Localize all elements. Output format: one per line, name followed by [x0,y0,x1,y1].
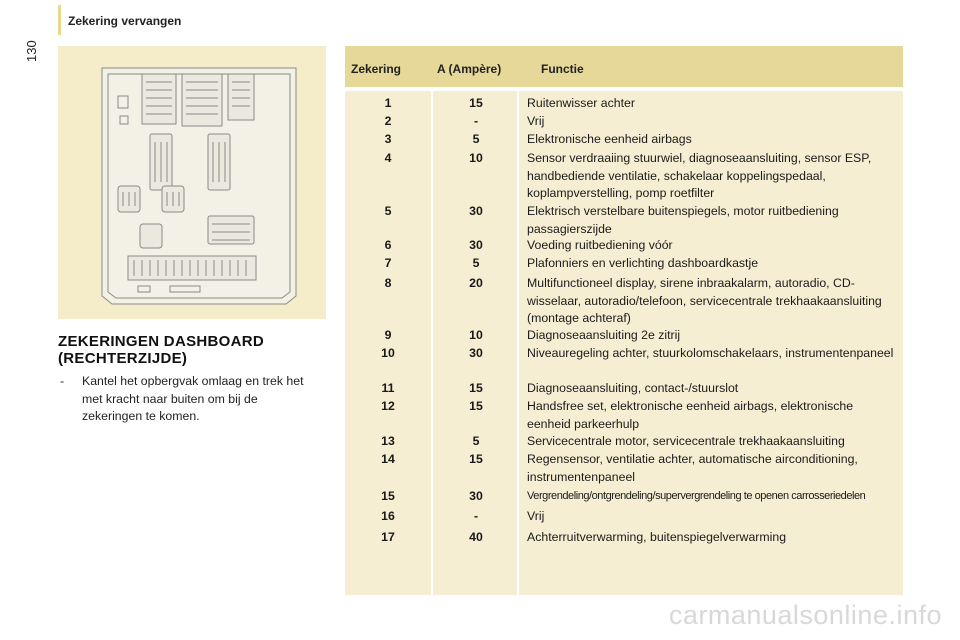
fuse-function: Plafonniers en verlichting dashboardkastje [527,256,759,270]
fuse-ampere: 20 [469,276,483,290]
fuse-number: 2 [384,114,392,128]
fuse-number: 15 [381,489,395,503]
fuse-number: 1 [384,96,392,110]
fuse-number: 7 [384,256,392,270]
fuse-section-heading: ZEKERINGEN DASHBOARD (RECHTERZIJDE) [58,333,265,367]
fuse-function: Vergrendeling/ontgrendeling/supervergrendeling te openen carrosseriedelen [527,490,866,502]
fuse-function: Sensor verdraaiing stuurwiel, diagnoseaansluiting, sensor ESP, handbediende ventilatie, schakelaar koppelingspedaal, koplampverstelling, pomp roetfilter [527,151,872,200]
table-header [345,46,903,87]
fuse-ampere: 5 [472,132,480,146]
fuse-number: 6 [384,238,392,252]
fuse-ampere: 30 [469,238,483,252]
fuse-ampere: 15 [469,381,483,395]
header-fuse: Zekering [351,62,402,76]
header-ampere: A (Ampère) [437,62,502,76]
fuse-number: 12 [381,399,395,413]
fuse-ampere: 40 [469,530,483,544]
fuse-ampere: 5 [472,434,480,448]
fuse-ampere: 15 [469,452,483,466]
fuse-function: Voeding ruitbediening vóór [527,238,673,252]
fuse-ampere: 30 [469,346,483,360]
fuse-function: Elektronische eenheid airbags [527,132,692,146]
page-number: 130 [24,40,39,62]
fuse-function: Servicecentrale motor, servicecentrale trekhaakaansluiting [527,434,845,448]
fuse-box-drawing [58,46,326,319]
fuse-function: Elektrisch verstelbare buitenspiegels, motor ruitbediening passagierszijde [527,204,839,236]
fuse-ampere: 10 [469,328,483,342]
fuse-number: 13 [381,434,395,448]
fuse-number: 16 [381,509,395,523]
fuse-ampere: - [473,114,479,128]
fuse-number: 5 [384,204,392,218]
fuse-ampere: - [473,509,479,523]
fuse-ampere: 10 [469,151,483,165]
fuse-function: Ruitenwisser achter [527,96,635,110]
fuse-number: 10 [381,346,395,360]
fuse-function: Diagnoseaansluiting 2e zitrij [527,328,681,342]
fuse-number: 4 [384,151,392,165]
fuse-number: 8 [384,276,392,290]
fuse-function: Multifunctioneel display, sirene inbraakalarm, autoradio, CD-wisselaar, autoradio/telefoon, servicecentrale trekhaakaansluiting (montage achteraf) [527,276,882,325]
fuse-box-illustration [58,46,326,319]
fuse-number: 17 [381,530,395,544]
fuse-number: 9 [384,328,392,342]
section-title: Zekering vervangen [68,14,182,28]
fuse-function: Handsfree set, elektronische eenheid airbags, elektronische eenheid parkeerhulp [527,399,854,431]
header-function: Functie [541,62,584,76]
watermark: carmanualsonline.info [668,600,942,630]
fuse-ampere: 30 [469,204,483,218]
fuse-function: Achterruitverwarming, buitenspiegelverwarming [527,530,787,544]
instruction-text: Kantel het opbergvak omlaag en trek het met kracht naar buiten om bij de zekeringen te komen. [82,374,304,423]
instruction-dash: - [60,374,65,388]
fuse-table [345,46,903,595]
fuse-ampere: 15 [469,399,483,413]
fuse-function: Niveauregeling achter, stuurkolomschakelaars, instrumentenpaneel [527,346,894,360]
fuse-function: Vrij [527,509,545,523]
fuse-function: Diagnoseaansluiting, contact-/stuurslot [527,381,739,395]
fuse-number: 11 [381,381,395,395]
fuse-ampere: 30 [469,489,483,503]
instruction-step [58,373,308,426]
section-accent-bar [58,5,61,35]
fuse-function: Vrij [527,114,545,128]
fuse-ampere: 5 [472,256,480,270]
fuse-ampere: 15 [469,96,483,110]
fuse-function: Regensensor, ventilatie achter, automatische airconditioning, instrumentenpaneel [527,452,858,484]
header-separator [345,87,903,91]
fuse-number: 3 [384,132,392,146]
fuse-number: 14 [381,452,395,466]
